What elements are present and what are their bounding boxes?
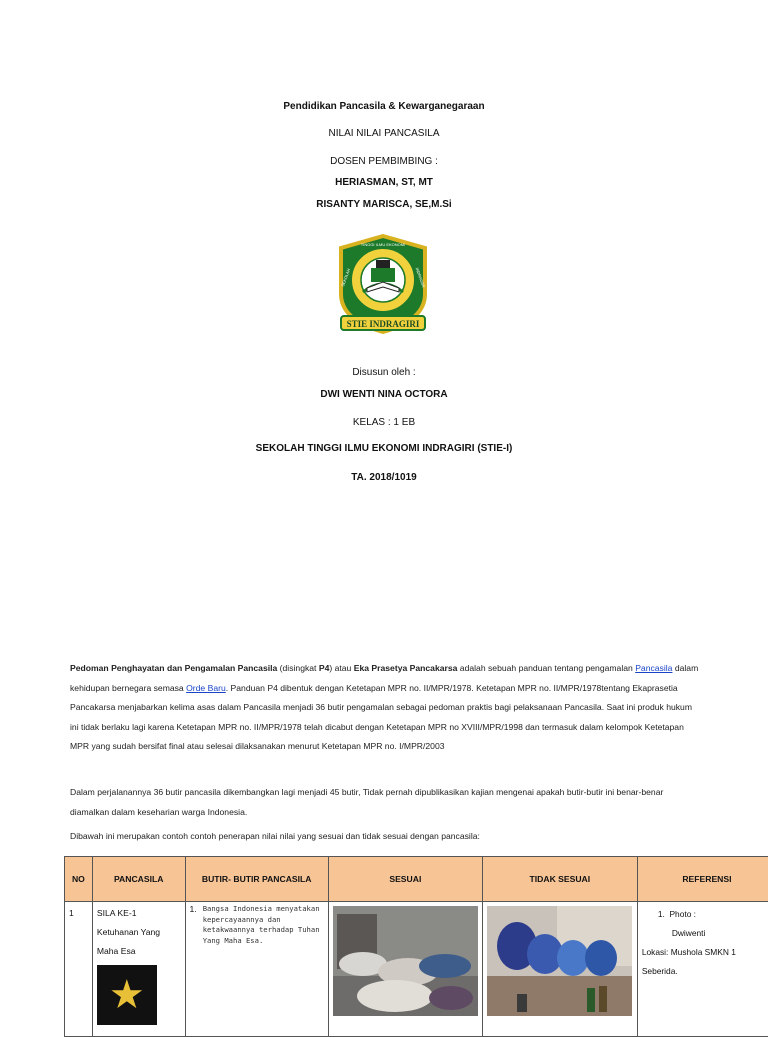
p1-text-5: . Panduan P4 dibentuk dengan Ketetapan MPR no. II/MPR/1978. Ketetapan MPR no. II/MPR/1978tentang Ekaprasetia Pancakarsa menjabarkan kelima asas dalam Pancasila menjadi 36 butir pengamalan sebagai pedoman praktis bagi pelaksanaan Pancasila. Saat ini produk hukum ini tidak berlaku lagi karena Ketetapan MPR no. II/MPR/1978 telah dicabut dengan Ketetapan MPR no XVIII/MPR/1998 dan termasuk dalam kelompok Ketetapan MPR yang sudah bersifat final atau selesai dilaksanakan menurut Ketetapan MPR no. I/MPR/2003 bbox=[70, 683, 692, 752]
pancasila-link[interactable]: Pancasila bbox=[635, 663, 672, 673]
table-row bbox=[65, 902, 768, 1037]
header-tidak-sesuai: TIDAK SESUAI bbox=[482, 857, 637, 902]
sila-name: Ketuhanan Yang Maha Esa bbox=[97, 923, 181, 961]
p1-text-1: (disingkat bbox=[277, 663, 319, 673]
ref-number: 1. bbox=[658, 909, 670, 919]
cell-pancasila bbox=[92, 902, 185, 1037]
author-label: Disusun oleh : bbox=[0, 367, 768, 378]
ref-item: Photo : bbox=[669, 909, 696, 919]
tidak-sesuai-photo bbox=[487, 906, 632, 1016]
p1-text-2: ) atau bbox=[329, 663, 353, 673]
logo-left-text: SEKOLAH bbox=[340, 268, 351, 288]
stie-indragiri-logo bbox=[333, 232, 433, 340]
star-icon: ★ bbox=[97, 965, 157, 1025]
header-sesuai: SESUAI bbox=[328, 857, 482, 902]
p1-bold-a: Pedoman Penghayatan dan Pengamalan Pancasila bbox=[70, 663, 277, 673]
ref-location: Lokasi: Mushola SMKN 1 Seberida. bbox=[642, 943, 768, 981]
header-no: NO bbox=[65, 857, 93, 902]
logo-top-text: TINGGI ILMU EKONOMI bbox=[361, 242, 405, 247]
cell-no: 1 bbox=[65, 902, 93, 1037]
orde-baru-link[interactable]: Orde Baru bbox=[186, 683, 226, 693]
header-pancasila: PANCASILA bbox=[92, 857, 185, 902]
p1-text-4: dalam kehidupan bernegara semasa bbox=[70, 663, 698, 693]
paragraph-contoh: Dibawah ini merupakan contoh contoh penerapan nilai nilai yang sesuai dan tidak sesuai dengan pancasila: bbox=[70, 827, 702, 847]
p1-bold-c: Eka Prasetya Pancakarsa bbox=[354, 663, 458, 673]
author-name: DWI WENTI NINA OCTORA bbox=[0, 389, 768, 400]
sesuai-photo bbox=[333, 906, 478, 1016]
butir-number: 1. bbox=[190, 904, 197, 946]
butir-text: Bangsa Indonesia menyatakan kepercayaannya dan ketakwaannya terhadap Tuhan Yang Maha Esa. bbox=[203, 904, 322, 946]
paragraph-p4 bbox=[70, 659, 702, 757]
p1-text-3: adalah sebuah panduan tentang pengamalan bbox=[457, 663, 635, 673]
logo-banner-text: STIE INDRAGIRI bbox=[347, 319, 420, 329]
class-info: KELAS : 1 EB bbox=[0, 417, 768, 428]
advisor-name-2: RISANTY MARISCA, SE,M.Si bbox=[0, 199, 768, 210]
header-butir: BUTIR- BUTIR PANCASILA bbox=[185, 857, 328, 902]
p1-bold-b: P4 bbox=[319, 663, 330, 673]
topic-title: NILAI NILAI PANCASILA bbox=[0, 128, 768, 139]
cell-sesuai bbox=[328, 902, 482, 1037]
paragraph-butir: Dalam perjalanannya 36 butir pancasila dikembangkan lagi menjadi 45 butir, Tidak pernah dipublikasikan kajian mengenai apakah butir-butir ini benar-benar diamalkan dalam keseharian warga Indonesia. bbox=[70, 783, 702, 822]
logo-right-text: INDRAGIRI bbox=[415, 267, 427, 288]
course-title: Pendidikan Pancasila & Kewarganegaraan bbox=[0, 101, 768, 112]
academic-year: TA. 2018/1019 bbox=[0, 472, 768, 483]
table-header-row bbox=[65, 857, 768, 902]
cell-referensi bbox=[637, 902, 768, 1037]
advisor-name-1: HERIASMAN, ST, MT bbox=[0, 177, 768, 188]
ref-name: Dwiwenti bbox=[642, 924, 768, 943]
header-referensi: REFERENSI bbox=[637, 857, 768, 902]
cell-butir bbox=[185, 902, 328, 1037]
ref-list bbox=[642, 905, 768, 924]
advisor-label: DOSEN PEMBIMBING : bbox=[0, 156, 768, 167]
pancasila-table bbox=[64, 856, 768, 1037]
cell-tidak-sesuai bbox=[482, 902, 637, 1037]
sila-title: SILA KE-1 bbox=[97, 904, 181, 923]
institution-name: SEKOLAH TINGGI ILMU EKONOMI INDRAGIRI (STIE-I) bbox=[0, 443, 768, 454]
star-emblem bbox=[97, 965, 157, 1025]
